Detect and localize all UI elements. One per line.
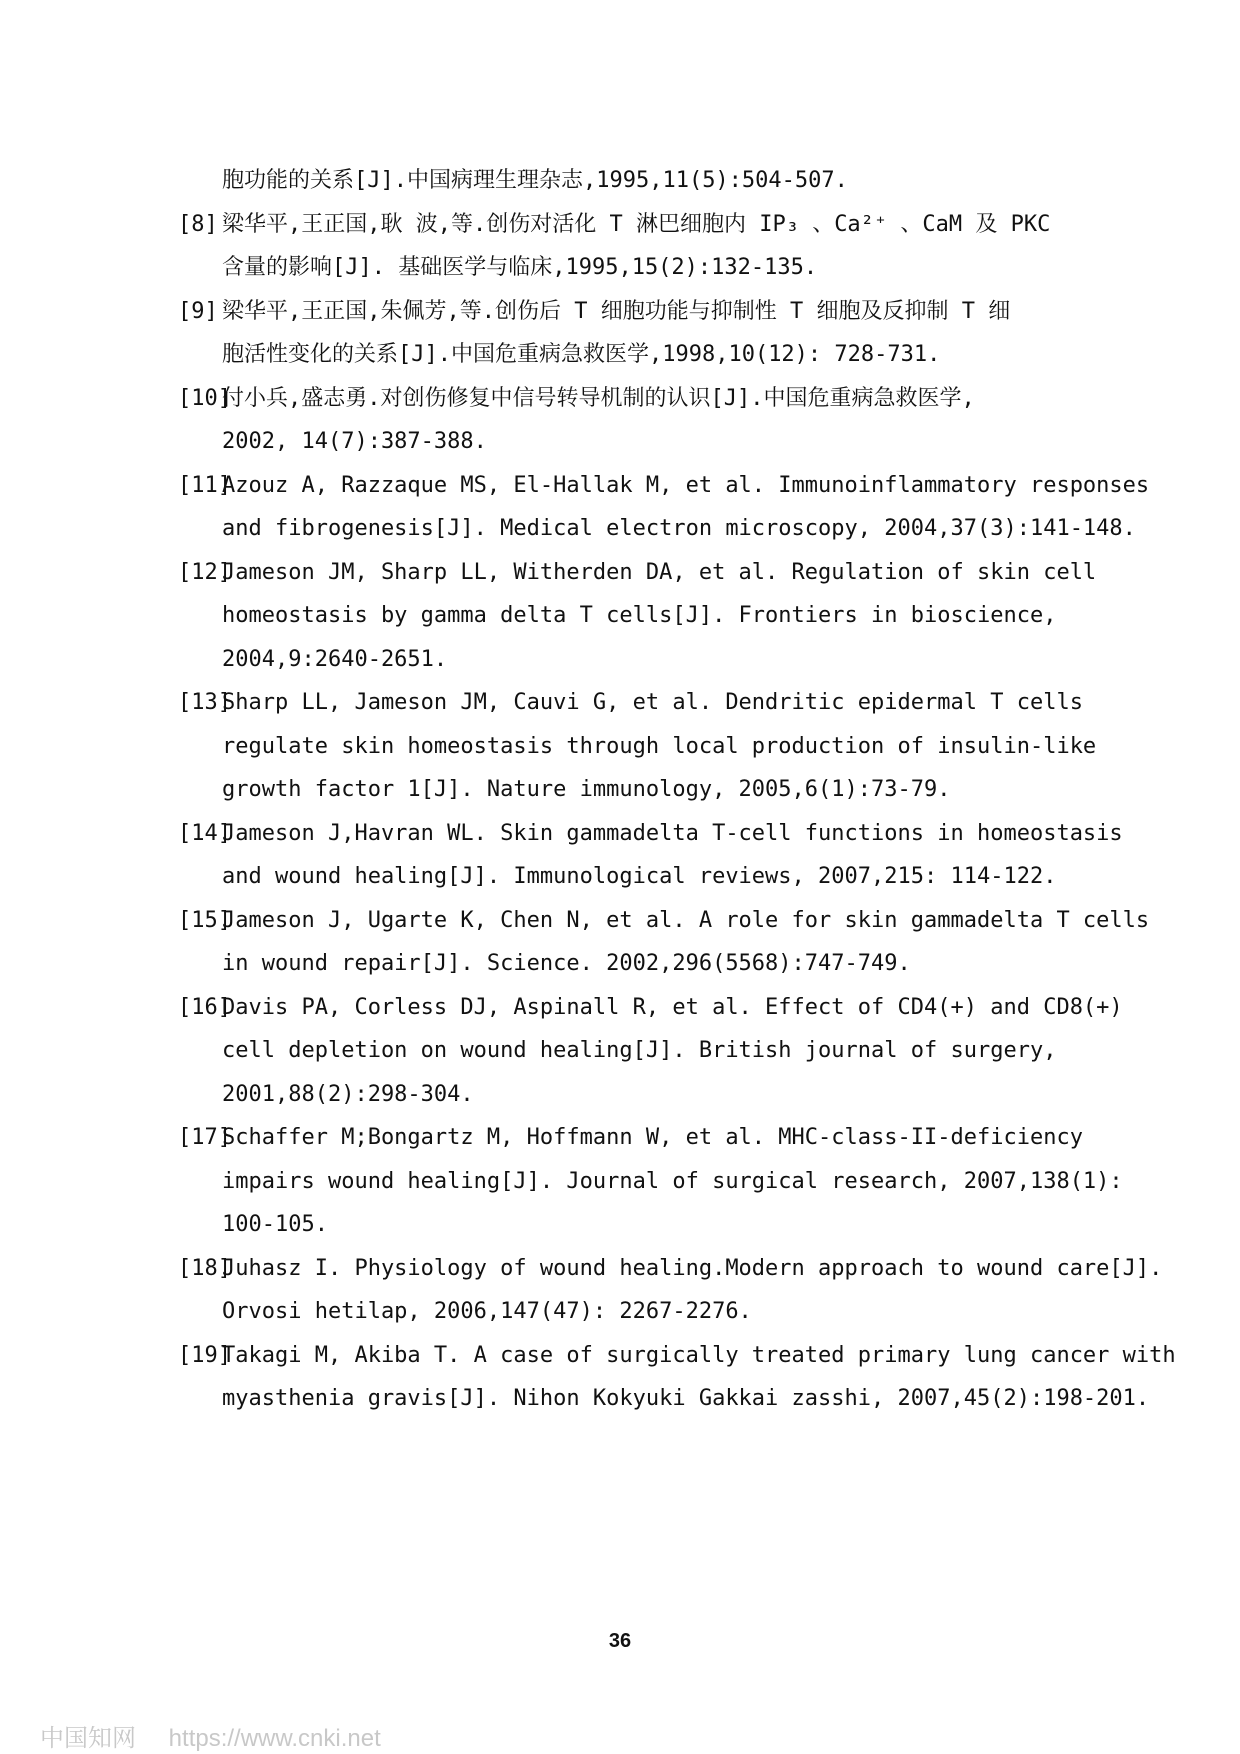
- reference-text: Jameson J,Havran WL. Skin gammadelta T-cell functions in homeostasis: [222, 820, 1123, 846]
- reference-text: 含量的影响[J]. 基础医学与临床,1995,15(2):132-135.: [222, 255, 818, 280]
- page-number: 36: [608, 1630, 632, 1652]
- reference-number: [10]: [178, 385, 231, 411]
- reference-text: 2001,88(2):298-304.: [222, 1081, 474, 1107]
- reference-text: myasthenia gravis[J]. Nihon Kokyuki Gakkai zasshi, 2007,45(2):198-201.: [222, 1386, 1150, 1411]
- reference-text: homeostasis by gamma delta T cells[J]. Frontiers in bioscience,: [222, 603, 1057, 628]
- reference-text: cell depletion on wound healing[J]. British journal of surgery,: [222, 1038, 1057, 1063]
- reference-text: Schaffer M;Bongartz M, Hoffmann W, et al. MHC-class-II-deficiency: [222, 1125, 1083, 1150]
- watermark: [40, 1718, 407, 1753]
- reference-text: and fibrogenesis[J]. Medical electron microscopy, 2004,37(3):141-148.: [222, 516, 1136, 541]
- reference-number: [11]: [178, 472, 231, 498]
- reference-number: [18]: [178, 1255, 231, 1281]
- reference-number: [16]: [178, 994, 231, 1020]
- reference-number: [13]: [178, 690, 231, 715]
- reference-text: Davis PA, Corless DJ, Aspinall R, et al. Effect of CD4(+) and CD8(+): [222, 994, 1123, 1020]
- reference-number: [8]: [178, 211, 218, 237]
- reference-text: Azouz A, Razzaque MS, El-Hallak M, et al. Immunoinflammatory responses: [222, 472, 1150, 498]
- watermark-logo: 中国知网: [40, 1725, 136, 1752]
- reference-number: [12]: [178, 559, 231, 585]
- reference-text: 100-105.: [222, 1212, 328, 1237]
- reference-text: 2004,9:2640-2651.: [222, 646, 448, 672]
- reference-text: Juhasz I. Physiology of wound healing.Modern approach to wound care[J].: [222, 1255, 1163, 1281]
- reference-text: 胞功能的关系[J].中国病理生理杂志,1995,11(5):504-507.: [222, 168, 848, 193]
- reference-text: in wound repair[J]. Science. 2002,296(5568):747-749.: [222, 951, 911, 976]
- reference-number: [15]: [178, 907, 231, 933]
- reference-text: regulate skin homeostasis through local production of insulin-like: [222, 733, 1097, 759]
- reference-number: [9]: [178, 298, 218, 324]
- reference-text: 梁华平,王正国,朱佩芳,等.创伤后 T 细胞功能与抑制性 T 细胞及反抑制 T 细: [222, 298, 1011, 324]
- reference-text: Sharp LL, Jameson JM, Cauvi G, et al. Dendritic epidermal T cells: [222, 690, 1083, 715]
- reference-text: 2002, 14(7):387-388.: [222, 429, 487, 454]
- reference-text: 梁华平,王正国,耿 波,等.创伤对活化 T 淋巴细胞内 IP₃ 、Ca²⁺ 、CaM 及 PKC: [222, 211, 1051, 237]
- reference-text: Jameson JM, Sharp LL, Witherden DA, et al. Regulation of skin cell: [222, 559, 1097, 585]
- reference-text: impairs wound healing[J]. Journal of surgical research, 2007,138(1):: [222, 1168, 1123, 1194]
- reference-text: 胞活性变化的关系[J].中国危重病急救医学,1998,10(12): 728-731.: [222, 342, 941, 367]
- reference-text: Jameson J, Ugarte K, Chen N, et al. A role for skin gammadelta T cells: [222, 907, 1150, 933]
- reference-text: Orvosi hetilap, 2006,147(47): 2267-2276.: [222, 1299, 752, 1324]
- reference-text: Takagi M, Akiba T. A case of surgically treated primary lung cancer with: [222, 1342, 1176, 1368]
- reference-text: growth factor 1[J]. Nature immunology, 2005,6(1):73-79.: [222, 777, 951, 802]
- reference-number: [19]: [178, 1342, 231, 1368]
- reference-number: [14]: [178, 820, 231, 846]
- watermark-url: https://www.cnki.net: [168, 1725, 381, 1752]
- reference-text: and wound healing[J]. Immunological reviews, 2007,215: 114-122.: [222, 864, 1057, 889]
- reference-text: 付小兵,盛志勇.对创伤修复中信号转导机制的认识[J].中国危重病急救医学,: [222, 385, 975, 411]
- reference-number: [17]: [178, 1125, 231, 1150]
